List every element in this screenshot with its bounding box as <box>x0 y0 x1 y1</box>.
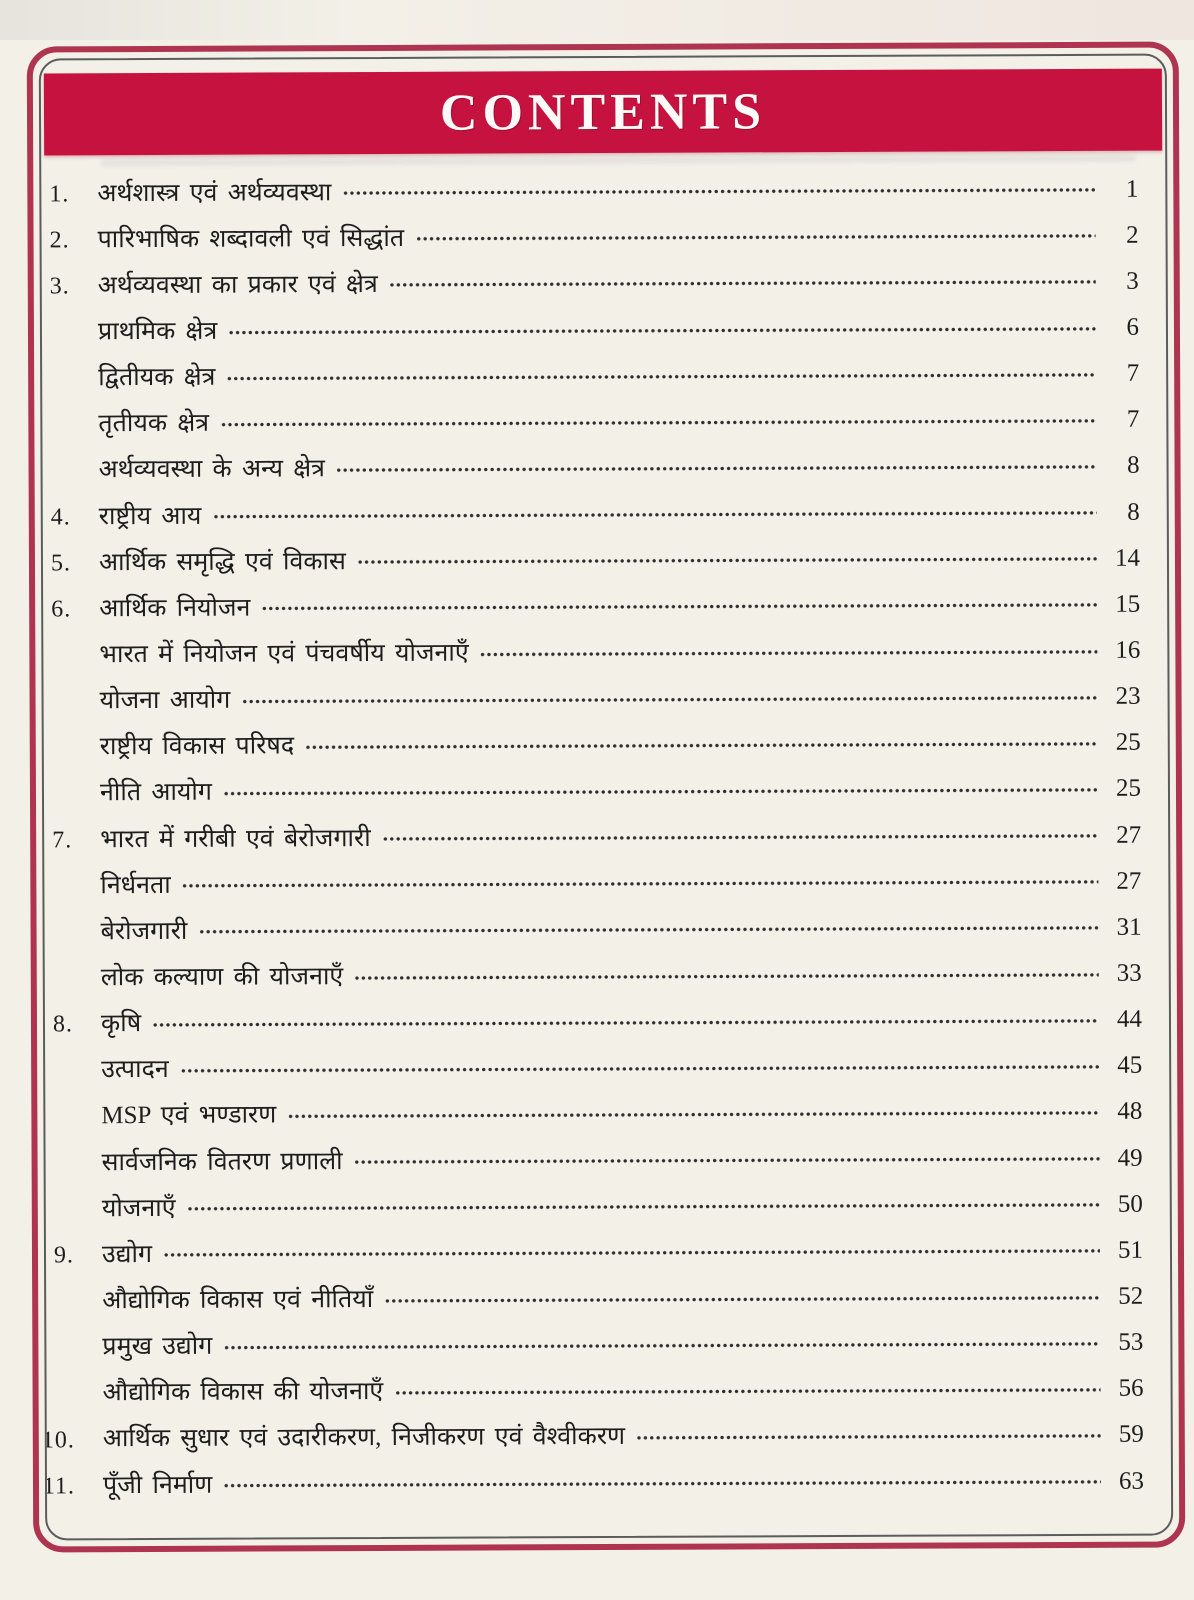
toc-row <box>48 256 1139 307</box>
toc-title: उद्योग <box>101 1240 153 1269</box>
page-frame-inner <box>39 54 1173 1541</box>
toc-row <box>51 1040 1142 1091</box>
toc-page-number: 8 <box>1127 498 1140 526</box>
toc-page-number: 31 <box>1116 913 1142 941</box>
toc-leader-dots <box>389 279 1096 288</box>
scan-artifact <box>0 0 1194 40</box>
toc-title: आर्थिक समृद्धि एवं विकास <box>98 547 346 576</box>
contents-banner <box>44 69 1162 156</box>
toc-title: अर्थशास्त्र एवं अर्थव्यवस्था <box>97 178 332 207</box>
toc-row <box>50 763 1141 814</box>
toc-page-number: 63 <box>1118 1467 1145 1495</box>
toc-leader-dots <box>241 695 1097 705</box>
toc-leader-dots <box>220 418 1096 428</box>
toc-page-number: 50 <box>1117 1190 1143 1218</box>
toc-title: MSP एवं भण्डारण <box>101 1101 277 1130</box>
toc-row <box>49 533 1140 584</box>
toc-page-number: 8 <box>1127 452 1140 480</box>
toc-row <box>51 994 1142 1045</box>
toc-leader-dots <box>336 464 1097 473</box>
toc-leader-dots <box>180 1064 1099 1074</box>
toc-row <box>50 856 1141 907</box>
toc-title: भारत में नियोजन एवं पंचवर्षीय योजनाएँ <box>99 639 469 669</box>
toc-page-number: 59 <box>1118 1421 1144 1449</box>
toc-page-number: 44 <box>1116 1005 1143 1033</box>
toc-title: अर्थव्यवस्था के अन्य क्षेत्र <box>98 455 325 484</box>
toc-leader-dots <box>226 372 1096 382</box>
toc-leader-dots <box>198 925 1098 935</box>
toc-title: योजनाएँ <box>101 1194 176 1222</box>
toc-leader-dots <box>480 648 1098 657</box>
toc-leader-dots <box>228 325 1096 335</box>
toc-page-number: 7 <box>1126 359 1140 387</box>
toc-page-number: 27 <box>1116 821 1142 849</box>
toc-page-number: 23 <box>1115 682 1141 710</box>
toc-page-number: 52 <box>1118 1282 1144 1310</box>
toc-list <box>41 162 1171 1507</box>
toc-leader-dots <box>186 1202 1099 1212</box>
toc-page-number: 33 <box>1116 959 1142 987</box>
toc-page-number: 53 <box>1118 1328 1144 1356</box>
toc-title: राष्ट्रीय आय <box>98 502 202 530</box>
toc-row <box>49 625 1140 676</box>
toc-leader-dots <box>212 510 1096 520</box>
toc-leader-dots <box>636 1433 1101 1441</box>
toc-number: 3. <box>49 273 70 300</box>
toc-row <box>48 302 1139 353</box>
toc-number: 4. <box>50 504 71 531</box>
toc-title: प्रमुख उद्योग <box>102 1332 213 1361</box>
toc-leader-dots <box>223 787 1098 797</box>
toc-title: औद्योगिक विकास की योजनाएँ <box>102 1378 384 1407</box>
toc-title: उत्पादन <box>101 1056 169 1084</box>
toc-row <box>52 1363 1143 1414</box>
toc-page-number: 14 <box>1114 544 1141 572</box>
toc-number: 8. <box>52 1011 74 1038</box>
toc-row <box>47 164 1138 215</box>
toc-leader-dots <box>384 1294 1100 1303</box>
toc-title: नीति आयोग <box>99 779 212 807</box>
toc-row <box>48 394 1139 445</box>
toc-row <box>51 1086 1142 1137</box>
toc-title: योजना आयोग <box>99 686 231 715</box>
toc-leader-dots <box>223 1341 1100 1351</box>
toc-leader-dots <box>287 1110 1099 1120</box>
toc-page-number: 25 <box>1115 775 1142 803</box>
toc-leader-dots <box>382 833 1099 842</box>
toc-number: 7. <box>52 827 73 854</box>
toc-page-number: 15 <box>1115 590 1141 618</box>
toc-leader-dots <box>261 602 1097 612</box>
toc-leader-dots <box>182 879 1099 889</box>
toc-leader-dots <box>163 1248 1100 1258</box>
toc-page-number: 7 <box>1126 406 1140 434</box>
toc-row <box>50 902 1141 953</box>
toc-page-number: 25 <box>1115 728 1141 757</box>
toc-title: लोक कल्याण की योजनाएँ <box>100 963 344 992</box>
toc-row <box>48 441 1139 492</box>
toc-row <box>52 1271 1143 1322</box>
toc-title: आर्थिक नियोजन <box>99 594 251 623</box>
toc-page-number: 6 <box>1126 313 1140 341</box>
toc-row <box>49 487 1140 538</box>
toc-title: आर्थिक सुधार एवं उदारीकरण, निजीकरण एवं वैश्वीकरण <box>102 1423 626 1453</box>
toc-row <box>41 1409 1144 1460</box>
toc-row <box>51 1133 1142 1184</box>
toc-number: 5. <box>50 550 72 577</box>
toc-title: तृतीयक क्षेत्र <box>98 410 210 438</box>
toc-leader-dots <box>354 971 1099 980</box>
toc-title: औद्योगिक विकास एवं नीतियाँ <box>102 1286 374 1315</box>
toc-page-number: 2 <box>1125 221 1139 249</box>
toc-row <box>51 948 1142 999</box>
toc-title: प्राथमिक क्षेत्र <box>97 317 218 346</box>
page-title: CONTENTS <box>439 82 767 142</box>
toc-number: 9. <box>53 1242 75 1269</box>
page-frame <box>27 41 1186 1552</box>
toc-number: 1. <box>49 181 70 208</box>
toc-title: अर्थव्यवस्था का प्रकार एवं क्षेत्र <box>97 270 378 300</box>
toc-row <box>42 1456 1145 1507</box>
toc-row <box>49 671 1140 722</box>
toc-page-number: 45 <box>1117 1051 1143 1080</box>
toc-row <box>49 579 1140 630</box>
toc-number: 6. <box>51 596 72 623</box>
toc-page-number: 49 <box>1117 1144 1143 1172</box>
toc-page-number: 48 <box>1117 1098 1143 1126</box>
toc-page-number: 27 <box>1116 867 1142 895</box>
toc-title: कृषि <box>100 1010 142 1038</box>
toc-number: 10. <box>41 1426 75 1454</box>
toc-title: पारिभाषिक शब्दावली एवं सिद्धांत <box>97 224 405 253</box>
toc-leader-dots <box>223 1479 1101 1489</box>
toc-number: 2. <box>49 227 70 254</box>
toc-title: सार्वजनिक वितरण प्रणाली <box>101 1147 343 1176</box>
toc-leader-dots <box>357 556 1097 565</box>
toc-leader-dots <box>354 1156 1100 1165</box>
toc-row <box>52 1317 1143 1368</box>
toc-leader-dots <box>394 1387 1100 1396</box>
toc-page-number: 51 <box>1117 1236 1144 1264</box>
toc-leader-dots <box>305 741 1098 750</box>
toc-title: बेरोजगारी <box>100 917 188 946</box>
toc-row <box>47 210 1138 261</box>
toc-leader-dots <box>415 233 1096 242</box>
toc-row <box>48 348 1139 399</box>
toc-page-number: 1 <box>1125 175 1139 203</box>
toc-title: राष्ट्रीय विकास परिषद <box>99 732 295 761</box>
toc-title: निर्धनता <box>100 871 171 899</box>
toc-page-number: 56 <box>1118 1374 1144 1403</box>
toc-row <box>52 1225 1143 1276</box>
toc-page-number: 16 <box>1115 636 1141 664</box>
toc-row <box>50 717 1141 768</box>
toc-leader-dots <box>152 1018 1099 1028</box>
toc-title: द्वितीयक क्षेत्र <box>98 363 216 392</box>
toc-row <box>52 1179 1143 1230</box>
toc-row <box>50 810 1141 861</box>
toc-leader-dots <box>342 187 1095 196</box>
toc-number: 11. <box>42 1473 76 1500</box>
toc-page-number: 3 <box>1126 267 1139 295</box>
toc-title: पूँजी निर्माण <box>102 1471 213 1499</box>
toc-title: भारत में गरीबी एवं बेरोजगारी <box>100 824 371 853</box>
